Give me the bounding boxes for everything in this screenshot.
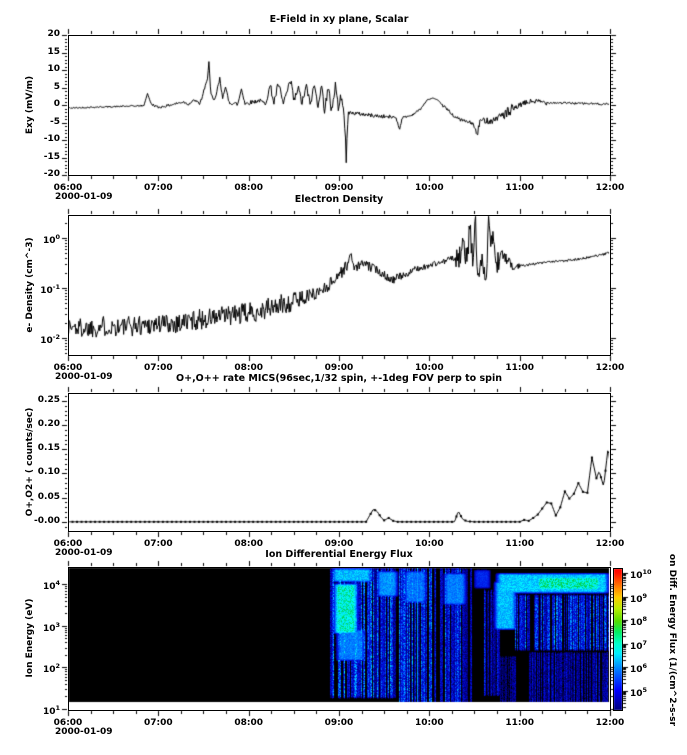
date-label-panel1: 2000-01-09 (55, 192, 113, 202)
x-tick-label: 07:00 (144, 363, 173, 373)
efield-y-tick-label: -10 (43, 134, 60, 144)
colorbar-tick-label: $10^5$ (630, 685, 648, 699)
oplus-y-tick-label: 0.25 (37, 394, 60, 405)
oplus-y-tick-label: 0.20 (37, 419, 60, 430)
x-tick-label: 09:00 (324, 363, 354, 373)
oplus-y-tick-label: 0.05 (37, 491, 60, 502)
x-tick-label: 09:00 (324, 718, 354, 728)
date-label-panel3: 2000-01-09 (55, 548, 113, 558)
efield-y-tick-label: -5 (50, 116, 60, 127)
colorbar-tick-label: $10^9$ (630, 591, 648, 605)
panel-title-electron-density: Electron Density (294, 194, 384, 205)
colorbar-axis-label: on Diff. Energy Flux (1/(cm^2-s-sr (667, 553, 677, 727)
x-tick-label: 08:00 (234, 183, 263, 193)
panel-title-oplus-rate: O+,O++ rate MICS(96sec,1/32 spin, +-1deg FOV perp to spin (176, 373, 502, 384)
x-tick-label: 09:00 (324, 539, 354, 549)
x-tick-label: 06:00 (53, 363, 83, 373)
colorbar-tick-label: $10^{10}$ (630, 568, 652, 581)
efield-y-tick-label: 10 (47, 64, 60, 74)
efield-y-tick-label: 15 (47, 46, 60, 57)
energy-y-tick-label: $10^4$ (42, 579, 60, 593)
oplus-y-tick-label: 0.15 (37, 443, 60, 454)
x-tick-label: 08:00 (234, 363, 263, 373)
efield-y-tick-label: 0 (53, 99, 60, 109)
x-tick-label: 11:00 (505, 183, 534, 193)
x-tick-label: 10:00 (415, 183, 444, 193)
energy-y-tick-label: $10^2$ (42, 662, 60, 676)
efield-y-tick-label: 20 (47, 29, 60, 39)
efield-y-tick-label: -20 (43, 169, 60, 179)
x-tick-label: 08:00 (234, 718, 263, 728)
y-axis-label-efield: Exy (mV/m) (25, 75, 35, 135)
x-tick-label: 12:00 (595, 718, 625, 728)
colorbar-frame (613, 568, 623, 711)
efield-y-tick-label: 5 (53, 81, 60, 92)
colorbar-tick-label: $10^6$ (630, 662, 648, 675)
panel-title-efield: E-Field in xy plane, Scalar (269, 14, 409, 25)
colorbar-tick-label: $10^8$ (630, 615, 648, 628)
date-label-panel2: 2000-01-09 (55, 372, 113, 382)
x-tick-label: 06:00 (53, 539, 83, 549)
x-tick-label: 11:00 (505, 363, 534, 373)
x-tick-label: 09:00 (324, 183, 354, 193)
x-tick-label: 10:00 (415, 539, 444, 549)
electron-density-plot-frame (68, 215, 611, 356)
x-tick-label: 06:00 (53, 718, 83, 728)
colorbar-tick-label: $10^7$ (630, 638, 648, 652)
energy-y-tick-label: $10^1$ (42, 703, 60, 717)
x-tick-label: 07:00 (144, 183, 173, 193)
x-tick-label: 12:00 (595, 539, 625, 549)
density-y-tick-label: $10^0$ (42, 233, 60, 246)
x-tick-label: 06:00 (53, 183, 83, 193)
oplus-rate-plot-frame (68, 393, 611, 532)
oplus-y-tick-label: -0.00 (34, 515, 60, 526)
density-y-tick-label: $10^{-2}$ (40, 333, 60, 346)
y-axis-label-oplus-rate: O+,O2+ ( counts/sec) (25, 407, 35, 517)
oplus-y-tick-label: 0.10 (37, 467, 60, 478)
date-label-panel4: 2000-01-09 (55, 727, 113, 737)
x-tick-label: 10:00 (415, 363, 444, 373)
ion-flux-spectrogram-frame (68, 567, 611, 711)
x-tick-label: 07:00 (144, 539, 173, 549)
energy-y-tick-label: $10^3$ (42, 620, 60, 634)
y-axis-label-ion-energy: Ion Energy (eV) (25, 598, 35, 678)
x-tick-label: 12:00 (595, 363, 625, 373)
x-tick-label: 08:00 (234, 539, 263, 549)
x-tick-label: 11:00 (505, 539, 534, 549)
panel-title-ion-flux: Ion Differential Energy Flux (265, 549, 413, 560)
x-tick-label: 11:00 (505, 718, 534, 728)
density-y-tick-label: $10^{-1}$ (40, 283, 60, 296)
x-tick-label: 12:00 (595, 183, 625, 193)
efield-y-tick-label: -15 (43, 151, 60, 162)
x-tick-label: 07:00 (144, 718, 173, 728)
y-axis-label-electron-density: e- Density (cm^-3) (25, 237, 35, 333)
efield-plot-frame (68, 35, 611, 176)
x-tick-label: 10:00 (415, 718, 444, 728)
